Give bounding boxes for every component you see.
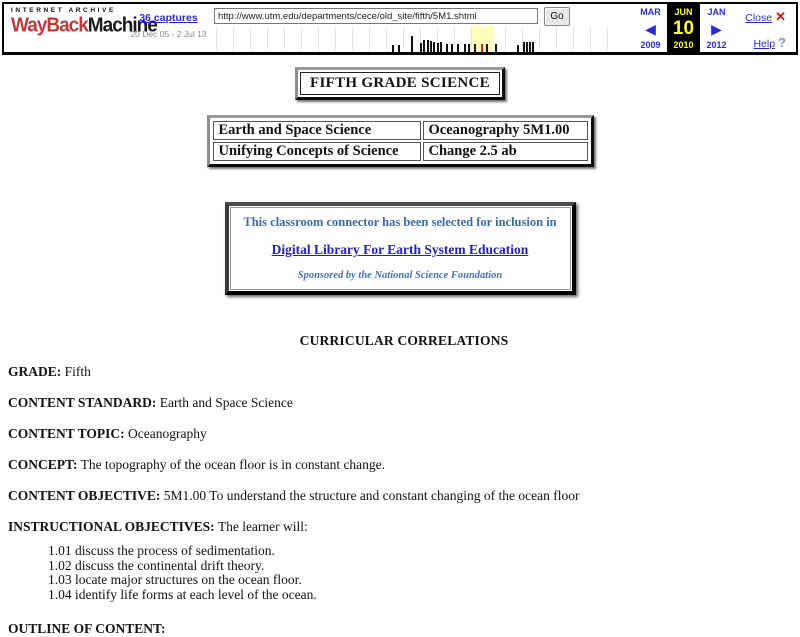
outline-heading: OUTLINE OF CONTENT: (8, 621, 166, 637)
capture-tick[interactable] (481, 44, 483, 52)
page-title: FIFTH GRADE SCIENCE (300, 72, 500, 95)
capture-tick[interactable] (468, 44, 470, 52)
next-capture-column (700, 4, 733, 52)
capture-tick[interactable] (440, 42, 442, 52)
dlese-row (0, 202, 800, 295)
field-content-standard: CONTENT STANDARD: Earth and Space Science (8, 395, 293, 410)
table-cell: Earth and Space Science (213, 121, 421, 140)
objective-item: 1.02 discuss the continental drift theory. (48, 557, 265, 573)
captures-date-range: 20 Dec 05 - 2 Jul 13 (130, 29, 207, 39)
prev-capture-column (634, 4, 667, 52)
capture-tick[interactable] (451, 44, 453, 52)
capture-tick[interactable] (464, 44, 466, 52)
close-block (745, 9, 786, 25)
help-icon[interactable]: ? (778, 35, 786, 50)
capture-tick[interactable] (392, 45, 394, 52)
next-capture-arrow-icon[interactable]: ▶ (711, 20, 722, 37)
capture-timeline[interactable] (216, 26, 624, 52)
field-content-objective: CONTENT OBJECTIVE: 5M1.00 To understand the structure and constant changing of the ocean floor (8, 488, 580, 503)
objectives-list (8, 544, 800, 602)
capture-tick[interactable] (437, 43, 439, 52)
internet-archive-label: INTERNET ARCHIVE (11, 7, 116, 14)
capture-tick[interactable] (526, 42, 528, 52)
page-title-box (295, 67, 505, 100)
capture-tick[interactable] (427, 40, 429, 52)
wayback-toolbar (2, 2, 798, 55)
help-link[interactable]: Help (753, 38, 776, 50)
capture-tick[interactable] (529, 42, 531, 52)
capture-tick[interactable] (430, 41, 432, 52)
next-month-label[interactable]: JAN (707, 7, 726, 17)
dlese-inner (230, 207, 571, 290)
prev-capture-arrow-icon[interactable]: ◀ (645, 20, 656, 37)
table-cell: Unifying Concepts of Science (213, 142, 421, 161)
dlese-sponsor-note: Sponsored by the National Science Foundation (297, 270, 503, 281)
objective-item: 1.01 discuss the process of sedimentation. (48, 543, 275, 558)
current-year-label: 2010 (673, 40, 694, 50)
capture-tick[interactable] (523, 42, 525, 52)
current-capture-column (667, 4, 700, 52)
capture-tick[interactable] (446, 44, 448, 52)
capture-tick[interactable] (532, 42, 534, 52)
objective-item: 1.03 locate major structures on the ocean floor. (48, 572, 302, 588)
current-month-label: JUN (674, 7, 693, 17)
field-grade: GRADE: Fifth (8, 364, 91, 379)
correlation-table-box (207, 115, 594, 167)
page-title-row (0, 67, 800, 100)
capture-tick[interactable] (486, 44, 488, 52)
close-icon[interactable]: ✕ (775, 9, 786, 24)
url-input[interactable] (214, 8, 538, 24)
table-row (213, 142, 588, 161)
capture-tick[interactable] (398, 45, 400, 52)
capture-tick[interactable] (474, 44, 476, 52)
next-year-label[interactable]: 2012 (706, 40, 727, 50)
capture-tick[interactable] (423, 40, 425, 52)
current-day-label: 10 (672, 17, 695, 39)
field-concept: CONCEPT: The topography of the ocean floor is in constant change. (8, 457, 386, 472)
capture-tick[interactable] (420, 43, 422, 52)
captures-block (116, 8, 221, 39)
prev-month-label[interactable]: MAR (640, 7, 661, 17)
table-row (213, 121, 588, 140)
table-cell: Change 2.5 ab (423, 142, 588, 161)
dlese-box (225, 202, 576, 295)
capture-date-nav (634, 4, 733, 52)
capture-tick[interactable] (411, 36, 413, 52)
capture-tick[interactable] (517, 45, 519, 52)
correlation-table-row (0, 115, 800, 172)
capture-tick[interactable] (433, 42, 435, 52)
objective-item: 1.04 identify life forms at each level of the ocean. (48, 586, 317, 602)
dlese-link[interactable]: Digital Library For Earth System Education (271, 242, 529, 257)
close-link[interactable]: Close (745, 12, 773, 24)
capture-tick[interactable] (457, 44, 459, 52)
field-instructional-objectives: INSTRUCTIONAL OBJECTIVES: The learner will: (8, 519, 308, 534)
captures-count-link[interactable]: 36 captures (139, 12, 198, 24)
section-heading: CURRICULAR CORRELATIONS (299, 333, 509, 348)
curriculum-content (0, 333, 800, 637)
capture-tick[interactable] (495, 44, 497, 52)
table-cell: Oceanography 5M1.00 (423, 121, 588, 140)
help-block (753, 35, 786, 50)
prev-year-label[interactable]: 2009 (640, 40, 661, 50)
dlese-announcement: This classroom connector has been selected for inclusion in (243, 215, 557, 229)
correlation-table (211, 119, 590, 163)
go-button[interactable]: Go (544, 7, 570, 26)
field-content-topic: CONTENT TOPIC: Oceanography (8, 426, 207, 441)
wayback-machine-logo: WayBackMachine (11, 13, 157, 37)
